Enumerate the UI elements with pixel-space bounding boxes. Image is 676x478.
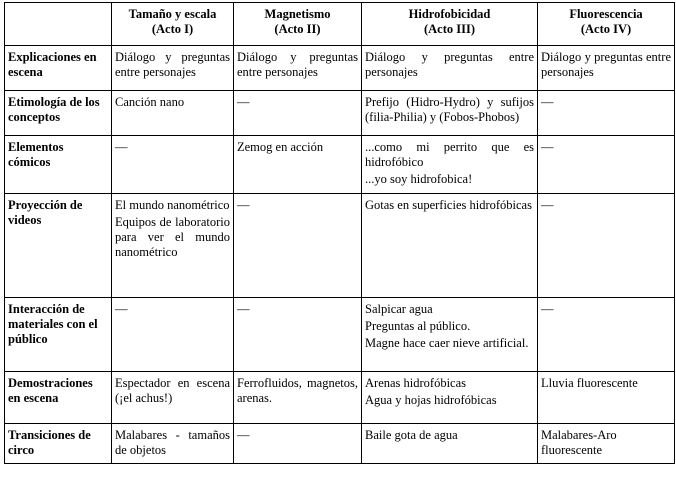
cell-fluorescencia [538, 194, 675, 298]
table-row [5, 424, 675, 464]
header-title: Hidrofobicidad [408, 7, 491, 21]
table-row [5, 372, 675, 424]
header-act: (Acto I) [151, 22, 194, 36]
header-act: (Acto III) [423, 22, 476, 36]
table-row [5, 298, 675, 372]
row-label: Proyección de videos [5, 194, 112, 298]
table-row [5, 194, 675, 298]
cell-text: Diálogo y preguntas entre personajes [237, 50, 358, 79]
cell-tamano [112, 136, 234, 194]
cell-text: — [115, 140, 128, 154]
header-cell-empty [5, 3, 112, 46]
cell-magnetismo [234, 91, 362, 136]
cell-text: — [115, 302, 128, 316]
cell-fluorescencia [538, 91, 675, 136]
row-label: Interacción de materiales con el público [5, 298, 112, 372]
cell-text: Zemog en acción [237, 140, 324, 154]
cell-text: — [237, 302, 250, 316]
cell-text: Malabares-Aro fluorescente [541, 428, 617, 457]
cell-text: El mundo nanométrico [115, 198, 230, 212]
cell-magnetismo [234, 424, 362, 464]
cell-text: Espectador en escena (¡el achus!) [115, 376, 230, 405]
cell-hidrofobicidad [362, 194, 538, 298]
cell-text: Malabares - tamaños de objetos [115, 428, 230, 457]
cell-text: — [237, 198, 250, 212]
cell-text: — [237, 95, 250, 109]
cell-text: Diálogo y preguntas entre personajes [541, 50, 671, 79]
cell-text: — [237, 428, 250, 442]
cell-text: Ferrofluidos, magnetos, arenas. [237, 376, 358, 405]
cell-text: Diálogo y preguntas entre personajes [115, 50, 230, 79]
cell-text: ...como mi perrito que es hidrofóbico [365, 140, 534, 169]
table-body [5, 46, 675, 464]
cell-magnetismo [234, 136, 362, 194]
table-row [5, 46, 675, 91]
table-row [5, 91, 675, 136]
header-cell-tamano [112, 3, 234, 46]
cell-text: Diálogo y preguntas entre personajes [365, 50, 534, 79]
cell-text: Lluvia fluorescente [541, 376, 638, 390]
cell-magnetismo [234, 298, 362, 372]
header-cell-magnetismo [234, 3, 362, 46]
cell-fluorescencia [538, 46, 675, 91]
header-cell-hidrofobicidad [362, 3, 538, 46]
cell-text: Magne hace caer nieve artificial. [365, 336, 529, 350]
cell-tamano [112, 91, 234, 136]
cell-magnetismo [234, 194, 362, 298]
cell-hidrofobicidad [362, 46, 538, 91]
cell-text: Equipos de laboratorio para ver el mundo nanométrico [115, 215, 230, 259]
cell-hidrofobicidad [362, 136, 538, 194]
cell-text: Preguntas al público. [365, 319, 471, 333]
header-row [5, 3, 675, 46]
header-title: Tamaño y escala [128, 7, 217, 21]
cell-text: Arenas hidrofóbicas [365, 376, 467, 390]
header-cell-fluorescencia [538, 3, 675, 46]
table-row [5, 136, 675, 194]
cell-text: Salpicar agua [365, 302, 433, 316]
cell-text: — [541, 95, 554, 109]
header-act: (Acto IV) [580, 22, 632, 36]
cell-magnetismo [234, 46, 362, 91]
cell-fluorescencia [538, 298, 675, 372]
header-title: Fluorescencia [569, 7, 643, 21]
cell-tamano [112, 372, 234, 424]
cell-text: Canción nano [115, 95, 185, 109]
row-label: Elementos cómicos [5, 136, 112, 194]
cell-tamano [112, 46, 234, 91]
row-label: Explicaciones en escena [5, 46, 112, 91]
cell-hidrofobicidad [362, 91, 538, 136]
cell-text: ...yo soy hidrofobica! [365, 172, 473, 186]
cell-text: — [541, 302, 554, 316]
cell-text: Gotas en superficies hidrofóbicas [365, 198, 532, 212]
row-label: Demostraciones en escena [5, 372, 112, 424]
cell-text: — [541, 198, 554, 212]
cell-text: Prefijo (Hidro-Hydro) y sufijos (filia-Philia) y (Fobos-Phobos) [365, 95, 534, 124]
cell-text: — [541, 140, 554, 154]
header-title: Magnetismo [264, 7, 331, 21]
cell-magnetismo [234, 372, 362, 424]
cell-tamano [112, 298, 234, 372]
cell-fluorescencia [538, 372, 675, 424]
cell-tamano [112, 194, 234, 298]
cell-hidrofobicidad [362, 424, 538, 464]
row-label: Transiciones de circo [5, 424, 112, 464]
cell-fluorescencia [538, 424, 675, 464]
cell-tamano [112, 424, 234, 464]
cell-text: Baile gota de agua [365, 428, 458, 442]
header-act: (Acto II) [274, 22, 321, 36]
row-label: Etimología de los conceptos [5, 91, 112, 136]
cell-fluorescencia [538, 136, 675, 194]
cell-hidrofobicidad [362, 372, 538, 424]
cell-hidrofobicidad [362, 298, 538, 372]
cell-text: Agua y hojas hidrofóbicas [365, 393, 497, 407]
comparison-table [4, 2, 675, 464]
